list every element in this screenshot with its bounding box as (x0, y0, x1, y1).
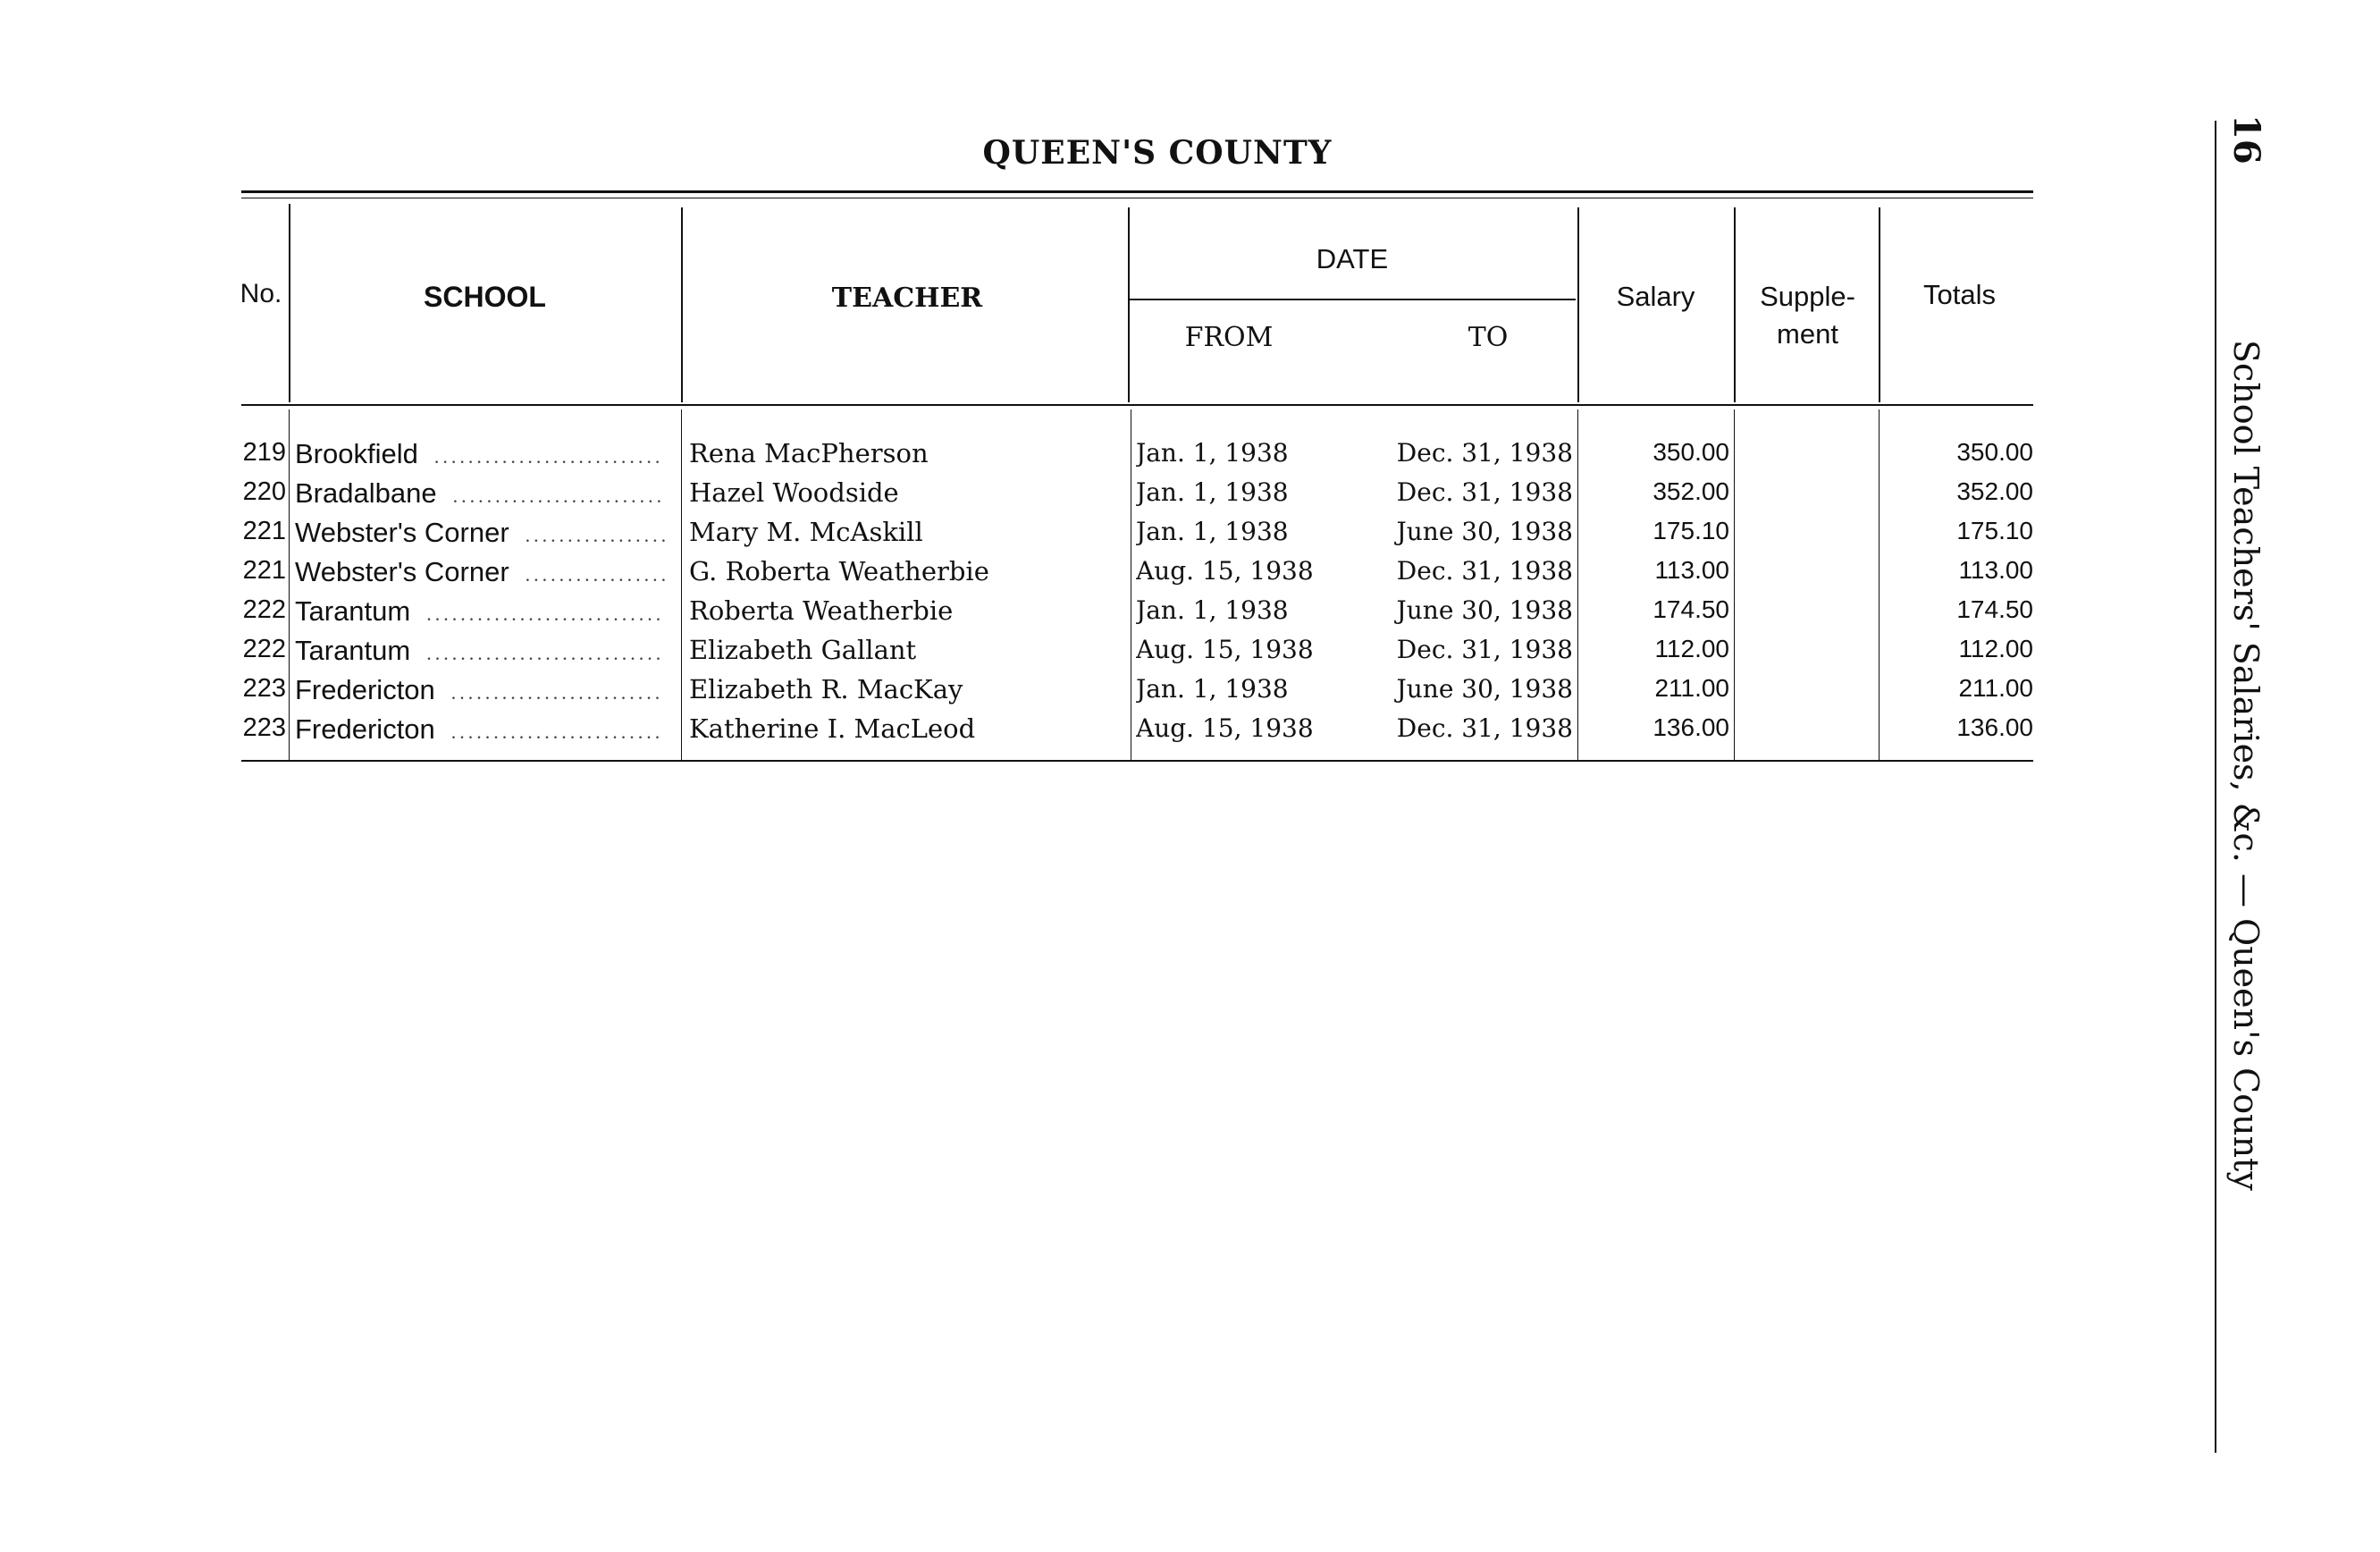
row-school: Webster's Corner (295, 517, 509, 548)
col-line-salary (1734, 207, 1736, 402)
col-line-supplement (1879, 207, 1880, 402)
row-total: 350.00 (1956, 438, 2033, 466)
row-total: 136.00 (1956, 713, 2033, 741)
header-to: TO (1468, 322, 1509, 353)
row-no: 220 (242, 477, 286, 506)
dot-leader: ......................... (450, 681, 664, 704)
dot-leader: ................. (525, 524, 670, 546)
col-line-teacher (1128, 207, 1130, 402)
table-row (0, 438, 2380, 477)
row-total: 211.00 (1958, 674, 2033, 702)
page-title: QUEEN'S COUNTY (982, 134, 1333, 172)
row-date-from: Aug. 15, 1938 (1136, 556, 1314, 586)
row-salary: 113.00 (1654, 556, 1729, 584)
row-salary: 352.00 (1653, 477, 1729, 505)
row-no: 223 (242, 674, 286, 703)
row-no: 222 (242, 595, 286, 624)
dot-leader: ............................ (426, 642, 665, 664)
row-date-from: Aug. 15, 1938 (1136, 713, 1314, 743)
row-school: Fredericton (295, 674, 435, 705)
row-school: Fredericton (295, 713, 435, 745)
row-school: Tarantum (295, 595, 411, 627)
col-line-date (1577, 207, 1579, 402)
row-teacher: Katherine I. MacLeod (689, 713, 976, 744)
row-teacher: Mary M. McAskill (689, 517, 923, 547)
header-teacher: TEACHER (831, 283, 983, 314)
row-school: Brookfield (295, 438, 418, 469)
col-line-school (681, 207, 683, 402)
row-total: 352.00 (1956, 477, 2033, 505)
row-school: Bradalbane (295, 477, 437, 509)
row-salary: 174.50 (1653, 595, 1729, 623)
row-total: 175.10 (1956, 517, 2033, 544)
header-school: SCHOOL (424, 281, 546, 313)
header-no: No. (240, 279, 282, 308)
row-school: Tarantum (295, 635, 411, 666)
table-row (0, 477, 2380, 517)
header-date: DATE (1316, 243, 1389, 274)
header-salary: Salary (1616, 281, 1695, 312)
row-date-from: Jan. 1, 1938 (1136, 438, 1289, 468)
row-no: 219 (242, 438, 286, 467)
row-date-from: Jan. 1, 1938 (1136, 674, 1289, 704)
table-bottom-rule (241, 760, 2033, 762)
row-date-to: Dec. 31, 1938 (1396, 713, 1573, 743)
header-totals: Totals (1923, 279, 1996, 310)
top-rule (241, 190, 2033, 193)
dot-leader: ......................... (450, 721, 664, 743)
row-no: 223 (242, 713, 286, 742)
margin-rule (2215, 121, 2216, 1453)
row-date-to: June 30, 1938 (1396, 595, 1573, 625)
row-date-to: June 30, 1938 (1396, 674, 1573, 704)
row-salary: 350.00 (1653, 438, 1729, 466)
table-row (0, 556, 2380, 595)
col-line-no (289, 204, 290, 402)
dot-leader: ................. (525, 563, 670, 586)
header-from: FROM (1184, 322, 1274, 353)
running-head: School Teachers' Salaries, &c. — Queen's County (2226, 340, 2266, 1191)
table-row (0, 674, 2380, 713)
row-teacher: G. Roberta Weatherbie (689, 556, 989, 586)
row-date-from: Jan. 1, 1938 (1136, 517, 1289, 546)
row-teacher: Rena MacPherson (689, 438, 929, 468)
row-salary: 112.00 (1654, 635, 1729, 662)
row-salary: 175.10 (1653, 517, 1729, 544)
row-total: 113.00 (1958, 556, 2033, 584)
row-no: 222 (242, 635, 286, 663)
row-school: Webster's Corner (295, 556, 509, 587)
row-no: 221 (242, 517, 286, 545)
header-supplement-line2: ment (1777, 318, 1838, 350)
row-total: 112.00 (1958, 635, 2033, 662)
row-total: 174.50 (1956, 595, 2033, 623)
row-salary: 211.00 (1654, 674, 1729, 702)
row-date-to: Dec. 31, 1938 (1396, 556, 1573, 586)
table-row (0, 595, 2380, 635)
row-date-to: Dec. 31, 1938 (1396, 635, 1573, 664)
row-teacher: Elizabeth R. MacKay (689, 674, 963, 704)
row-date-from: Jan. 1, 1938 (1136, 595, 1289, 625)
dot-leader: ......................... (452, 485, 666, 507)
row-date-from: Jan. 1, 1938 (1136, 477, 1289, 507)
row-date-to: Dec. 31, 1938 (1396, 477, 1573, 507)
dot-leader: ............................ (426, 603, 665, 625)
page-number: 16 (2225, 114, 2267, 164)
row-teacher: Roberta Weatherbie (689, 595, 954, 626)
row-salary: 136.00 (1653, 713, 1729, 741)
table-row (0, 635, 2380, 674)
row-date-from: Aug. 15, 1938 (1136, 635, 1314, 664)
row-teacher: Hazel Woodside (689, 477, 899, 508)
row-teacher: Elizabeth Gallant (689, 635, 917, 665)
date-divider (1129, 299, 1576, 300)
row-no: 221 (242, 556, 286, 585)
row-date-to: Dec. 31, 1938 (1396, 438, 1573, 468)
table-row (0, 713, 2380, 753)
header-bottom-rule (241, 404, 2033, 406)
row-date-to: June 30, 1938 (1396, 517, 1573, 546)
dot-leader: ........................... (433, 445, 664, 468)
header-supplement-line1: Supple- (1760, 281, 1855, 312)
table-row (0, 517, 2380, 556)
